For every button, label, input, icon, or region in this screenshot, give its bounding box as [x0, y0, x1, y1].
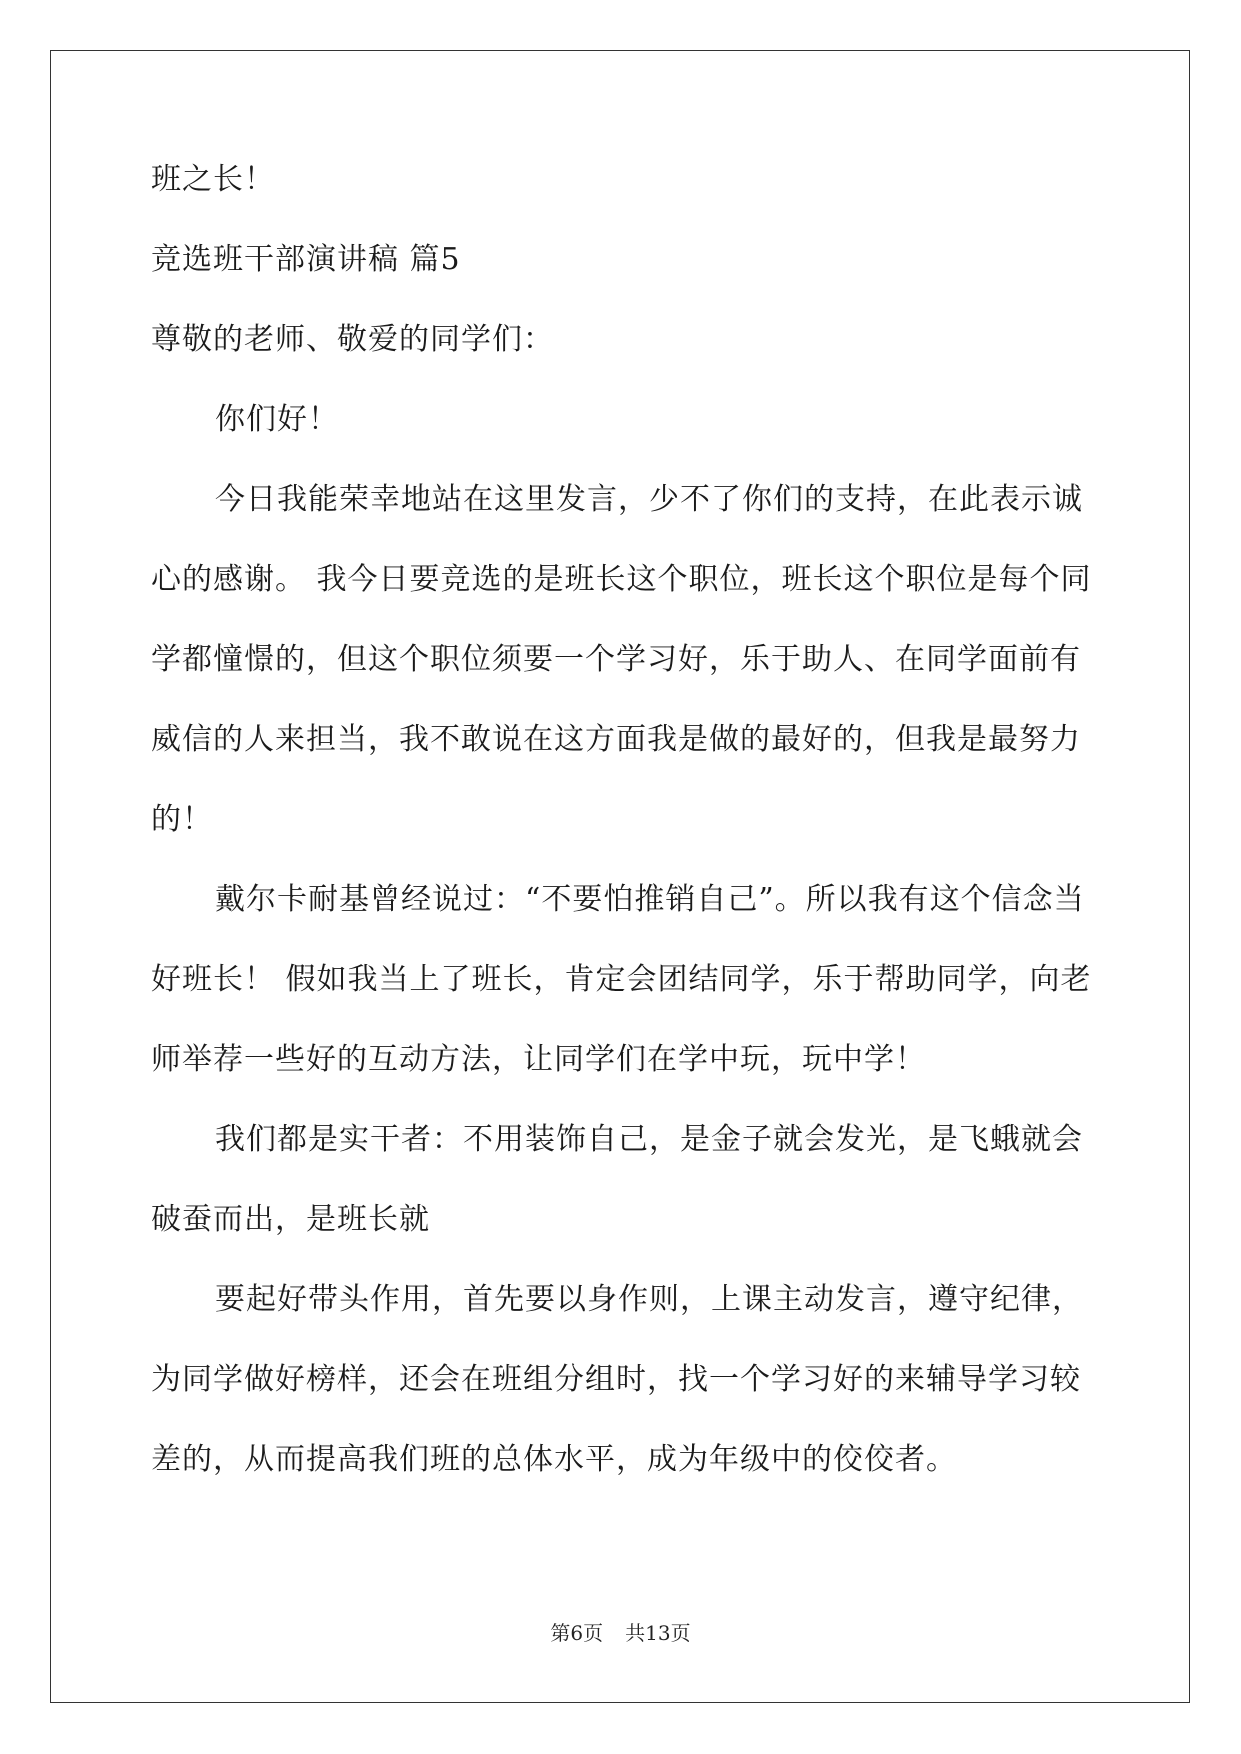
document-body — [151, 160, 1091, 1520]
paragraph-line: 我们都是实干者：不用装饰自己，是金子就会发光，是飞蛾就会 — [215, 1122, 1083, 1157]
paragraph-line: 心的感谢。 我今日要竞选的是班长这个职位，班长这个职位是每个同 — [151, 562, 1092, 597]
greeting: 你们好！ — [215, 402, 339, 437]
text-line: 班之长！ — [151, 162, 275, 197]
page-total: 共13页 — [625, 1621, 691, 1645]
section-title: 竞选班干部演讲稿 篇5 — [151, 242, 461, 277]
paragraph-line: 差的，从而提高我们班的总体水平，成为年级中的佼佼者。 — [151, 1442, 957, 1477]
paragraph-line: 学都憧憬的，但这个职位须要一个学习好，乐于助人、在同学面前有 — [151, 642, 1081, 677]
paragraph-line: 今日我能荣幸地站在这里发言，少不了你们的支持，在此表示诚 — [215, 482, 1083, 517]
paragraph-line: 师举荐一些好的互动方法，让同学们在学中玩，玩中学！ — [151, 1042, 926, 1077]
paragraph-line: 要起好带头作用，首先要以身作则，上课主动发言，遵守纪律， — [215, 1282, 1083, 1317]
paragraph-line: 好班长！ 假如我当上了班长，肯定会团结同学，乐于帮助同学，向老 — [151, 962, 1092, 997]
paragraph-line: 为同学做好榜样，还会在班组分组时，找一个学习好的来辅导学习较 — [151, 1362, 1081, 1397]
page-footer — [0, 1620, 1241, 1646]
paragraph-line: 威信的人来担当，我不敢说在这方面我是做的最好的，但我是最努力 — [151, 722, 1081, 757]
page-number: 第6页 — [550, 1621, 604, 1645]
paragraph-line: 破蚕而出，是班长就 — [151, 1202, 430, 1237]
paragraph-line: 戴尔卡耐基曾经说过：“不要怕推销自己”。所以我有这个信念当 — [215, 882, 1085, 917]
paragraph-line: 的！ — [151, 802, 213, 837]
salutation: 尊敬的老师、敬爱的同学们： — [151, 322, 554, 357]
